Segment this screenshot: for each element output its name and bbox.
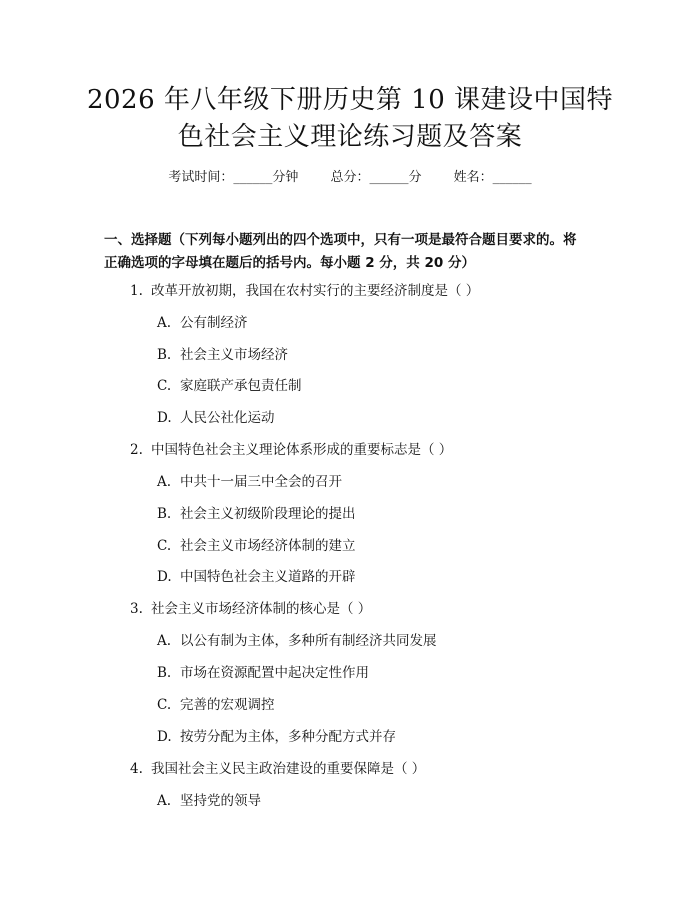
question-3-option-d: [157, 728, 396, 746]
option-text: 家庭联产承包责任制: [180, 378, 302, 394]
option-letter: C.: [157, 697, 172, 713]
option-text: 社会主义市场经济: [180, 347, 288, 363]
question-1: [130, 282, 479, 300]
option-text: 人民公社化运动: [180, 410, 275, 426]
question-3-option-a: [157, 632, 437, 650]
option-letter: C.: [157, 378, 172, 394]
question-3-option-c: [157, 696, 275, 714]
option-text: 完善的宏观调控: [180, 697, 275, 713]
question-2-option-b: [157, 505, 356, 523]
question-1-option-b: [157, 346, 288, 364]
question-2-option-d: [157, 568, 356, 586]
question-2: [130, 441, 452, 459]
option-text: 社会主义市场经济体制的建立: [180, 538, 356, 554]
option-text: 公有制经济: [180, 315, 248, 331]
question-text: 中国特色社会主义理论体系形成的重要标志是（ ）: [151, 442, 453, 458]
option-letter: B.: [157, 347, 172, 363]
option-letter: B.: [157, 665, 172, 681]
option-letter: A.: [157, 633, 172, 649]
question-number: 1.: [130, 283, 143, 299]
option-text: 中国特色社会主义道路的开辟: [180, 569, 356, 585]
option-letter: D.: [157, 729, 172, 745]
question-number: 3.: [130, 601, 143, 617]
section-heading-line-2: 正确选项的字母填在题后的括号内。每小题 2 分，共 20 分）: [104, 255, 475, 271]
section-heading-line-1: 一、选择题（下列每小题列出的四个选项中，只有一项是最符合题目要求的。将: [104, 232, 577, 248]
exam-info: [0, 169, 700, 187]
option-letter: A.: [157, 474, 172, 490]
section-heading: [104, 229, 604, 275]
option-letter: D.: [157, 410, 172, 426]
option-letter: D.: [157, 569, 172, 585]
option-text: 坚持党的领导: [180, 793, 261, 809]
question-1-option-c: [157, 377, 302, 395]
question-3: [130, 600, 371, 618]
document-title-line-1: 2026 年八年级下册历史第 10 课建设中国特: [86, 85, 614, 115]
question-1-option-d: [157, 409, 275, 427]
option-letter: C.: [157, 538, 172, 554]
question-number: 2.: [130, 442, 143, 458]
question-3-option-b: [157, 664, 369, 682]
exam-time-field: 考试时间：______分钟: [168, 170, 299, 185]
name-field: 姓名：______: [453, 170, 532, 185]
question-text: 改革开放初期，我国在农村实行的主要经济制度是（ ）: [151, 283, 480, 299]
question-2-option-a: [157, 473, 342, 491]
question-text: 社会主义市场经济体制的核心是（ ）: [151, 601, 372, 617]
total-score-field: 总分：______分: [330, 170, 422, 185]
option-letter: A.: [157, 315, 172, 331]
question-text: 我国社会主义民主政治建设的重要保障是（ ）: [151, 761, 426, 777]
option-text: 社会主义初级阶段理论的提出: [180, 506, 356, 522]
question-4: [130, 760, 425, 778]
option-letter: B.: [157, 506, 172, 522]
option-text: 市场在资源配置中起决定性作用: [180, 665, 369, 681]
question-1-option-a: [157, 314, 248, 332]
question-number: 4.: [130, 761, 143, 777]
question-2-option-c: [157, 537, 356, 555]
document-title-line-2: 色社会主义理论练习题及答案: [177, 122, 523, 152]
option-text: 以公有制为主体，多种所有制经济共同发展: [180, 633, 437, 649]
option-letter: A.: [157, 793, 172, 809]
question-4-option-a: [157, 792, 261, 810]
option-text: 中共十一届三中全会的召开: [180, 474, 342, 490]
option-text: 按劳分配为主体，多种分配方式并存: [180, 729, 396, 745]
